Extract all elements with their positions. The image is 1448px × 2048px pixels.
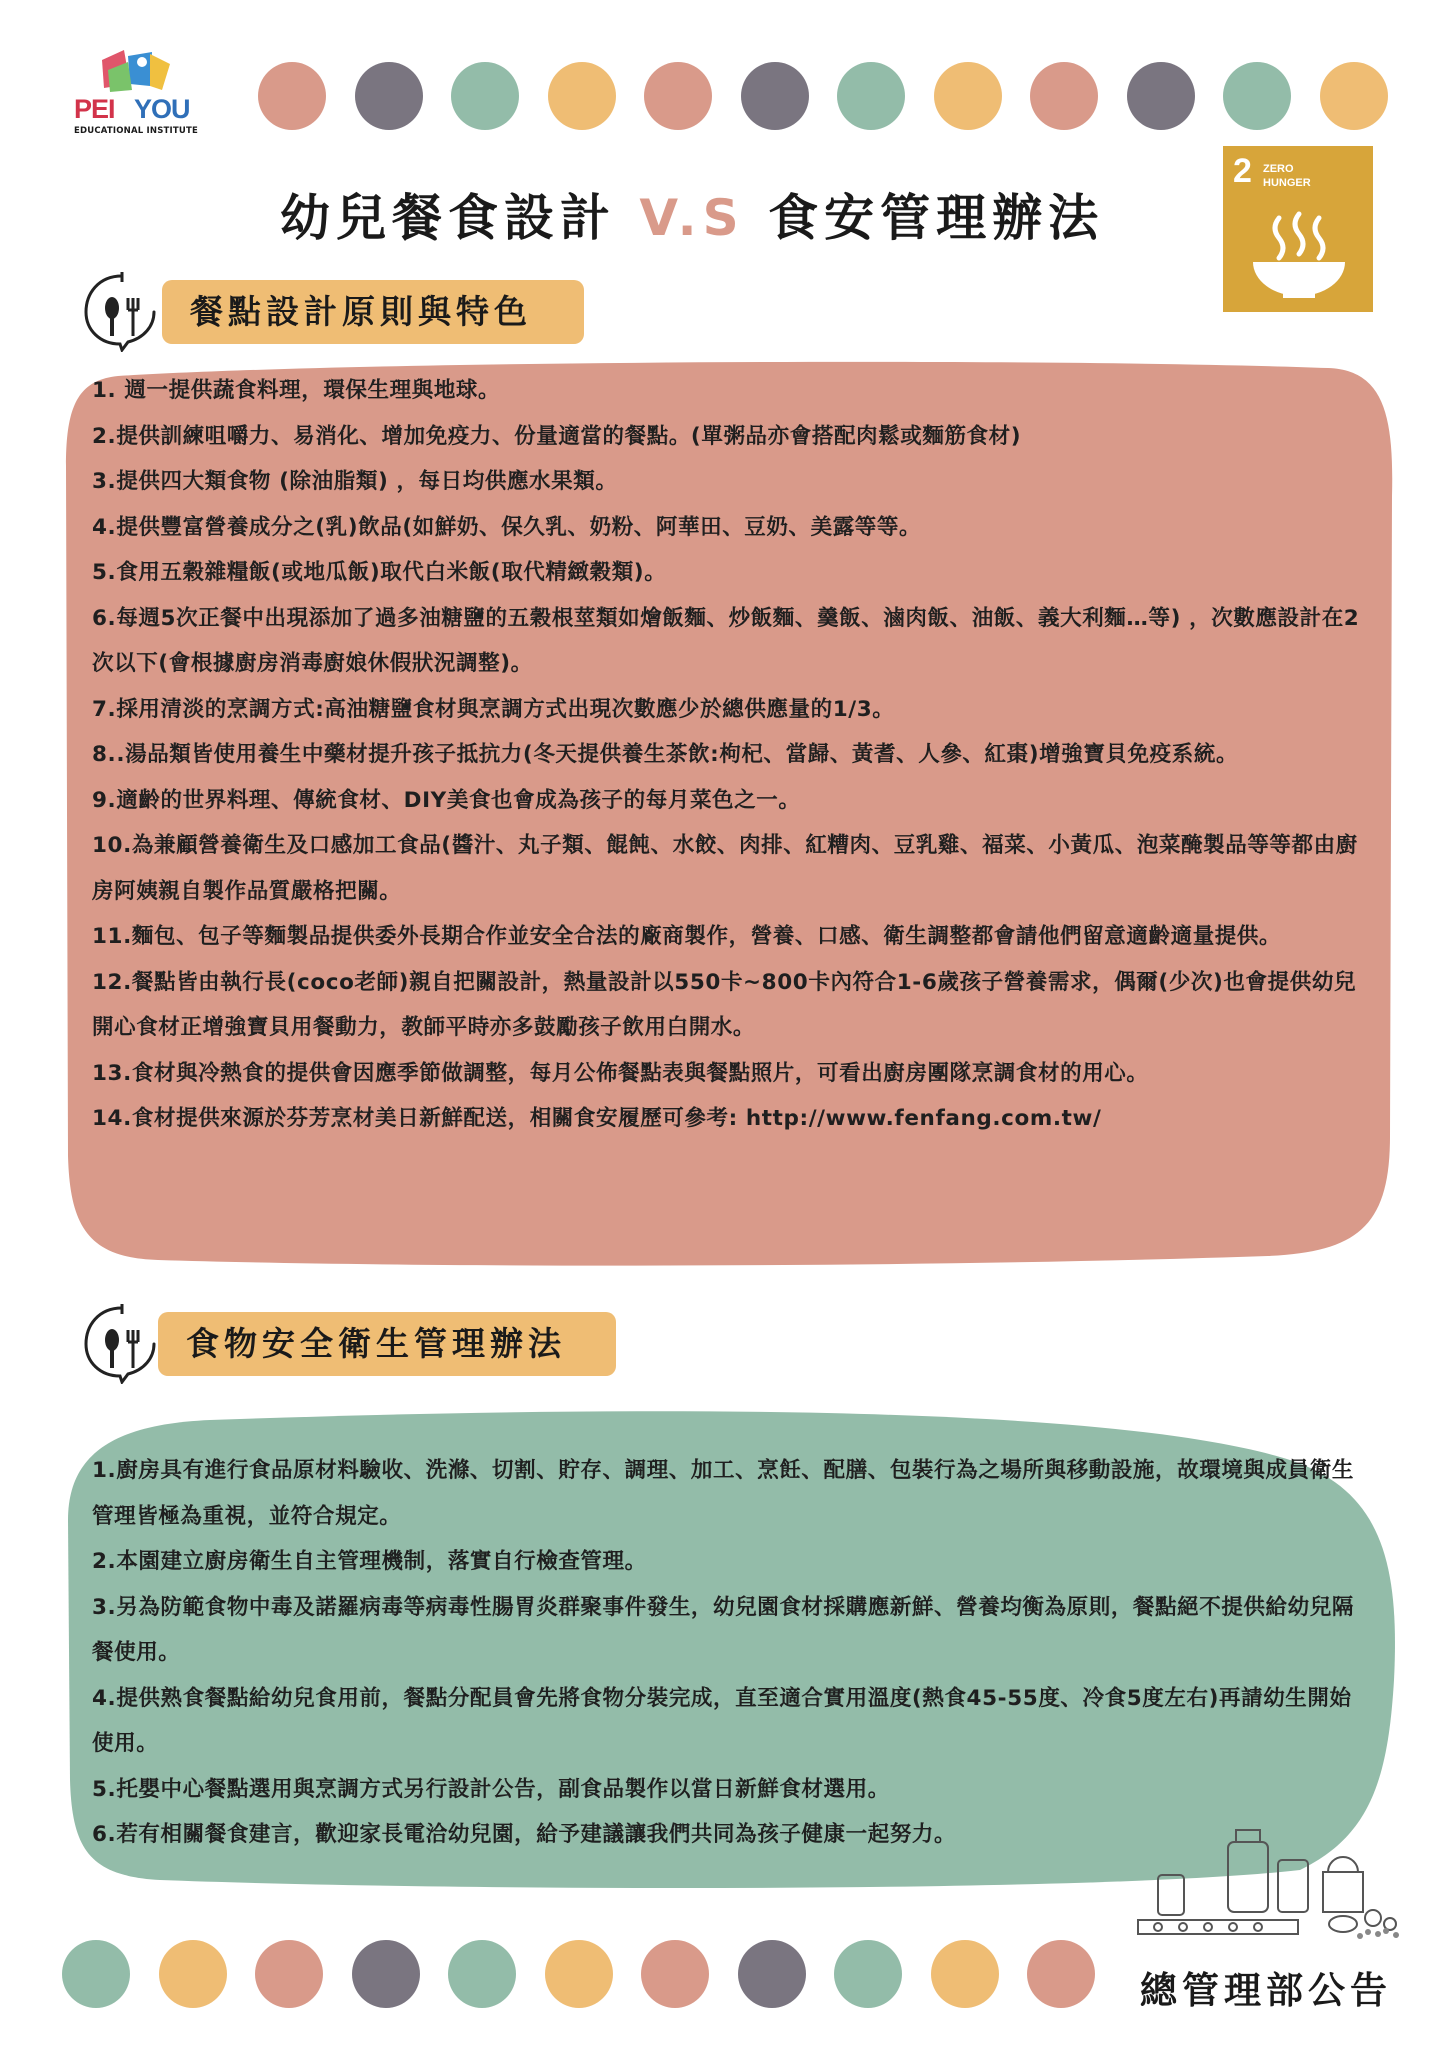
decor-dot [641,1940,709,2008]
list-item: 2.本園建立廚房衛生自主管理機制，落實自行檢查管理。 [92,1549,647,1574]
list-item: 7.採用清淡的烹調方式:高油糖鹽食材與烹調方式出現次數應少於總供應量的1/3。 [92,696,895,722]
list-item: 3.提供四大類食物 (除油脂類) ，每日均供應水果類。 [92,469,618,494]
decor-dot [1223,62,1291,130]
section1-title: 餐點設計原則與特色 [162,280,584,344]
sdg-number: 2 [1233,152,1252,190]
list-item: 2.提供訓練咀嚼力、易消化、增加免疫力、份量適當的餐點。(單粥品亦會搭配肉鬆或麵筋食材) [92,423,1022,449]
title-part2: 食安管理辦法 [768,189,1105,247]
decor-dot [159,1940,227,2008]
section1-list [92,368,1362,1142]
decor-dot [837,62,905,130]
kitchen-jars-icon [1128,1820,1408,1940]
decor-dot [1127,62,1195,130]
speech-fork-spoon-icon [78,1300,162,1384]
list-item: 6.若有相關餐食建言，歡迎家長電洽幼兒園，給予建議讓我們共同為孩子健康一起努力。 [92,1822,957,1847]
speech-fork-spoon-icon [78,268,162,352]
list-item: 4.提供熟食餐點給幼兒食用前，餐點分配員會先將食物分裝完成，直至適合實用溫度(熱食45-55度、冷食5度左右)再請幼生開始使用。 [92,1685,1352,1756]
decor-dot [355,62,423,130]
decor-dot [545,1940,613,2008]
svg-text:YOU: YOU [134,94,190,124]
list-item: 1.廚房具有進行食品原材料驗收、洗滌、切割、貯存、調理、加工、烹飪、配膳、包裝行為之場所與移動設施，故環境與成員衛生管理皆極為重視，並符合規定。 [92,1458,1354,1529]
decor-dot [834,1940,902,2008]
svg-text:PEI: PEI [74,94,115,124]
list-item: 8..湯品類皆使用養生中藥材提升孩子抵抗力(冬天提供養生茶飲:枸杞、當歸、黃耆、人參、紅棗)增強寶貝免疫系統。 [92,742,1239,767]
list-item: 5.托嬰中心餐點選用與烹調方式另行設計公告，副食品製作以當日新鮮食材選用。 [92,1776,890,1802]
bowl-icon [1249,210,1349,300]
title-part1: 幼兒餐食設計 [280,189,616,247]
decor-dot [1027,1940,1095,2008]
decor-dot [352,1940,420,2008]
list-item: 10.為兼顧營養衛生及口感加工食品(醬汁、丸子類、餛飩、水餃、肉排、紅糟肉、豆乳雞、福菜、小黃瓜、泡菜醃製品等等都由廚房阿姨親自製作品質嚴格把關。 [92,833,1358,904]
list-item: 4.提供豐富營養成分之(乳)飲品(如鮮奶、保久乳、奶粉、阿華田、豆奶、美露等等。 [92,514,922,540]
list-item: 13.食材與冷熱食的提供會因應季節做調整，每月公佈餐點表與餐點照片，可看出廚房團隊烹調食材的用心。 [92,1060,1149,1086]
decor-dot [255,1940,323,2008]
decor-dot [738,1940,806,2008]
list-item: 3.另為防範食物中毒及諾羅病毒等病毒性腸胃炎群聚事件發生，幼兒園食材採購應新鮮、營養均衡為原則，餐點絕不提供給幼兒隔餐使用。 [92,1594,1354,1665]
decor-dot [1320,62,1388,130]
decor-dot [62,1940,130,2008]
list-item: 11.麵包、包子等麵製品提供委外長期合作並安全合法的廠商製作，營養、口感、衛生調整都會請他們留意適齡適量提供。 [92,924,1282,949]
footer-signature: 總管理部公告 [1140,1969,1392,2012]
decor-dot [934,62,1002,130]
decor-dot [741,62,809,130]
sdg-label: ZERO HUNGER [1263,163,1311,189]
sdg-badge [1223,146,1373,312]
list-item: 14.食材提供來源於芬芳烹材美日新鮮配送，相關食安履歷可參考: http://www.fenfang.com.tw/ [92,1106,1102,1131]
list-item: 1. 週一提供蔬食料理，環保生理與地球。 [92,378,501,403]
list-item: 5.食用五穀雜糧飯(或地瓜飯)取代白米飯(取代精緻穀類)。 [92,560,667,585]
decor-dot [644,62,712,130]
list-item: 6.每週5次正餐中出現添加了過多油糖鹽的五穀根莖類如燴飯麵、炒飯麵、羹飯、滷肉飯、油飯、義大利麵…等) ，次數應設計在2次以下(會根據廚房消毒廚娘休假狀況調整)。 [92,605,1360,676]
list-item: 9.適齡的世界料理、傳統食材、DIY美食也會成為孩子的每月菜色之一。 [92,787,801,813]
logo-subtitle: EDUCATIONAL INSTITUTE [73,126,199,136]
section2-title: 食物安全衛生管理辦法 [158,1312,616,1376]
page-title [280,178,1160,250]
decor-dot [1030,62,1098,130]
decor-dot [451,62,519,130]
section2-list [92,1448,1362,1858]
decor-dot [548,62,616,130]
title-vs: V.S [639,189,745,247]
decor-dot [448,1940,516,2008]
decor-dot [258,62,326,130]
decor-dot [931,1940,999,2008]
list-item: 12.餐點皆由執行長(coco老師)親自把關設計，熱量設計以550卡~800卡內符合1-6歲孩子營養需求，偶爾(少次)也會提供幼兒開心食材正增強寶貝用餐動力，教師平時亦多鼓勵孩子飲用白開水。 [92,969,1357,1040]
